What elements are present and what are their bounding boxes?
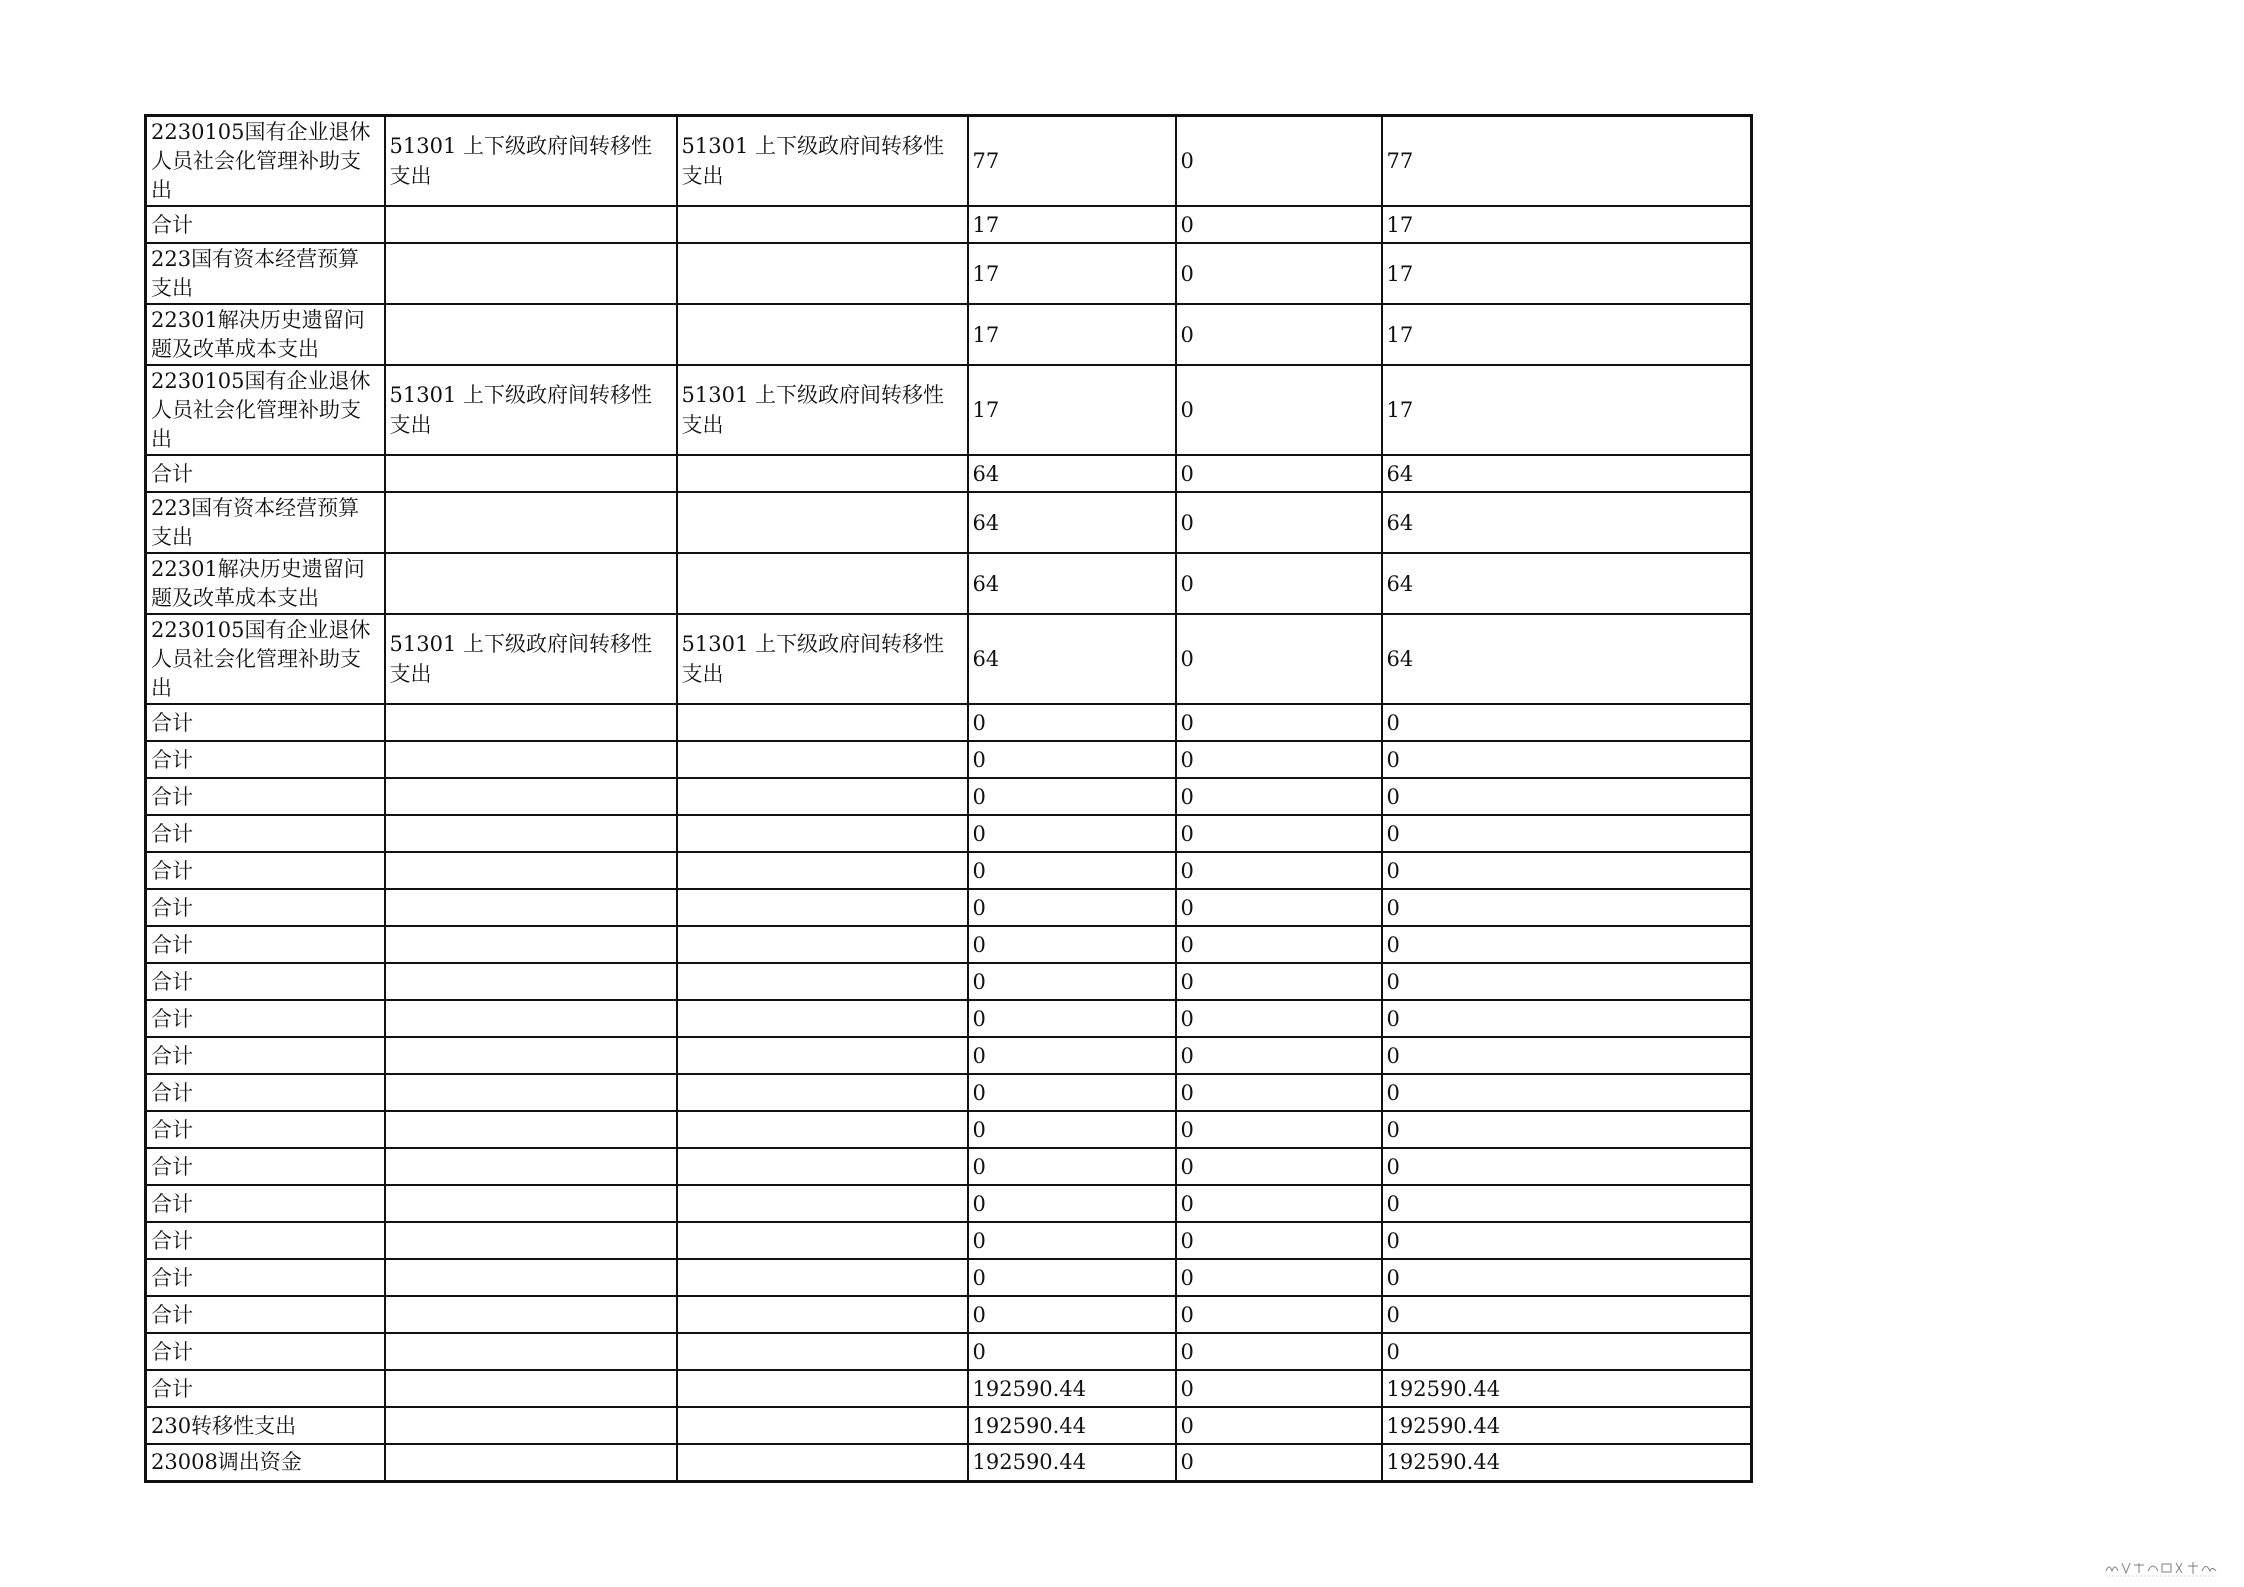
amount-cell: 0 [968, 815, 1176, 852]
table-row [146, 926, 1752, 963]
econ-class-cell [385, 492, 677, 553]
table-row [146, 704, 1752, 741]
total-cell: 17 [1382, 243, 1752, 304]
table-row [146, 455, 1752, 492]
table-row [146, 1407, 1752, 1444]
item-category-cell: 合计 [146, 1111, 385, 1148]
table-row [146, 815, 1752, 852]
table-row [146, 1370, 1752, 1407]
table-row [146, 206, 1752, 243]
watermark-logo [2102, 1557, 2222, 1579]
adjustment-cell: 0 [1176, 206, 1382, 243]
econ-class-cell [385, 1222, 677, 1259]
econ-class-cell [385, 1037, 677, 1074]
adjustment-cell: 0 [1176, 963, 1382, 1000]
item-category-cell: 合计 [146, 889, 385, 926]
adjustment-cell: 0 [1176, 1407, 1382, 1444]
econ-subclass-cell [677, 492, 968, 553]
item-category-cell: 合计 [146, 1000, 385, 1037]
econ-class-cell [385, 1370, 677, 1407]
total-cell: 0 [1382, 704, 1752, 741]
item-category-cell: 合计 [146, 1222, 385, 1259]
table-row [146, 1444, 1752, 1481]
total-cell: 64 [1382, 455, 1752, 492]
item-category-cell: 合计 [146, 1370, 385, 1407]
total-cell: 64 [1382, 492, 1752, 553]
econ-class-cell [385, 889, 677, 926]
econ-class-cell [385, 1074, 677, 1111]
econ-class-cell [385, 1296, 677, 1333]
amount-cell: 0 [968, 1296, 1176, 1333]
adjustment-cell: 0 [1176, 553, 1382, 614]
amount-cell: 0 [968, 1111, 1176, 1148]
econ-class-cell: 51301 上下级政府间转移性支出 [385, 116, 677, 207]
econ-subclass-cell [677, 1407, 968, 1444]
item-category-cell: 合计 [146, 741, 385, 778]
table-row [146, 963, 1752, 1000]
total-cell: 0 [1382, 1259, 1752, 1296]
econ-class-cell [385, 1333, 677, 1370]
amount-cell: 0 [968, 704, 1176, 741]
econ-subclass-cell [677, 1074, 968, 1111]
total-cell: 0 [1382, 741, 1752, 778]
item-category-cell: 2230105国有企业退休人员社会化管理补助支出 [146, 116, 385, 207]
amount-cell: 0 [968, 1259, 1176, 1296]
table-row [146, 741, 1752, 778]
table-row [146, 365, 1752, 455]
adjustment-cell: 0 [1176, 1111, 1382, 1148]
econ-class-cell [385, 455, 677, 492]
item-category-cell: 合计 [146, 1333, 385, 1370]
amount-cell: 0 [968, 778, 1176, 815]
adjustment-cell: 0 [1176, 889, 1382, 926]
adjustment-cell: 0 [1176, 1222, 1382, 1259]
total-cell: 0 [1382, 852, 1752, 889]
item-category-cell: 230转移性支出 [146, 1407, 385, 1444]
table-row [146, 614, 1752, 704]
amount-cell: 0 [968, 1222, 1176, 1259]
econ-subclass-cell [677, 704, 968, 741]
adjustment-cell: 0 [1176, 815, 1382, 852]
item-category-cell: 223国有资本经营预算支出 [146, 243, 385, 304]
total-cell: 0 [1382, 1185, 1752, 1222]
econ-subclass-cell [677, 1148, 968, 1185]
item-category-cell: 合计 [146, 815, 385, 852]
econ-class-cell [385, 1444, 677, 1481]
amount-cell: 64 [968, 455, 1176, 492]
item-category-cell: 合计 [146, 1296, 385, 1333]
item-category-cell: 合计 [146, 852, 385, 889]
table-row [146, 1148, 1752, 1185]
total-cell: 17 [1382, 365, 1752, 455]
table-row [146, 492, 1752, 553]
amount-cell: 77 [968, 116, 1176, 207]
item-category-cell: 合计 [146, 704, 385, 741]
table-row [146, 1037, 1752, 1074]
item-category-cell: 合计 [146, 778, 385, 815]
econ-class-cell: 51301 上下级政府间转移性支出 [385, 365, 677, 455]
item-category-cell: 2230105国有企业退休人员社会化管理补助支出 [146, 614, 385, 704]
amount-cell: 17 [968, 365, 1176, 455]
item-category-cell: 合计 [146, 963, 385, 1000]
econ-class-cell [385, 1407, 677, 1444]
adjustment-cell: 0 [1176, 1185, 1382, 1222]
adjustment-cell: 0 [1176, 1444, 1382, 1481]
total-cell: 77 [1382, 116, 1752, 207]
budget-table [144, 114, 1753, 1483]
item-category-cell: 22301解决历史遗留问题及改革成本支出 [146, 304, 385, 365]
total-cell: 0 [1382, 1222, 1752, 1259]
econ-class-cell [385, 741, 677, 778]
econ-subclass-cell: 51301 上下级政府间转移性支出 [677, 116, 968, 207]
total-cell: 64 [1382, 614, 1752, 704]
econ-class-cell [385, 243, 677, 304]
amount-cell: 0 [968, 1148, 1176, 1185]
amount-cell: 64 [968, 614, 1176, 704]
adjustment-cell: 0 [1176, 304, 1382, 365]
econ-subclass-cell [677, 1259, 968, 1296]
table-row [146, 1111, 1752, 1148]
item-category-cell: 合计 [146, 1148, 385, 1185]
adjustment-cell: 0 [1176, 778, 1382, 815]
adjustment-cell: 0 [1176, 243, 1382, 304]
total-cell: 0 [1382, 778, 1752, 815]
econ-class-cell [385, 304, 677, 365]
item-category-cell: 合计 [146, 206, 385, 243]
total-cell: 0 [1382, 815, 1752, 852]
amount-cell: 17 [968, 206, 1176, 243]
amount-cell: 0 [968, 1333, 1176, 1370]
table-row [146, 852, 1752, 889]
total-cell: 0 [1382, 1333, 1752, 1370]
table-row [146, 889, 1752, 926]
econ-subclass-cell [677, 778, 968, 815]
econ-subclass-cell [677, 1333, 968, 1370]
econ-subclass-cell [677, 1370, 968, 1407]
amount-cell: 0 [968, 852, 1176, 889]
total-cell: 0 [1382, 1296, 1752, 1333]
amount-cell: 0 [968, 889, 1176, 926]
econ-subclass-cell: 51301 上下级政府间转移性支出 [677, 614, 968, 704]
amount-cell: 17 [968, 243, 1176, 304]
adjustment-cell: 0 [1176, 1000, 1382, 1037]
table-row [146, 1000, 1752, 1037]
item-category-cell: 2230105国有企业退休人员社会化管理补助支出 [146, 365, 385, 455]
amount-cell: 192590.44 [968, 1370, 1176, 1407]
adjustment-cell: 0 [1176, 116, 1382, 207]
adjustment-cell: 0 [1176, 455, 1382, 492]
item-category-cell: 22301解决历史遗留问题及改革成本支出 [146, 553, 385, 614]
econ-class-cell [385, 553, 677, 614]
amount-cell: 0 [968, 741, 1176, 778]
amount-cell: 192590.44 [968, 1407, 1176, 1444]
econ-subclass-cell [677, 304, 968, 365]
econ-subclass-cell: 51301 上下级政府间转移性支出 [677, 365, 968, 455]
table-row [146, 1296, 1752, 1333]
econ-subclass-cell [677, 1037, 968, 1074]
item-category-cell: 23008调出资金 [146, 1444, 385, 1481]
total-cell: 0 [1382, 1148, 1752, 1185]
total-cell: 192590.44 [1382, 1407, 1752, 1444]
econ-subclass-cell [677, 206, 968, 243]
econ-class-cell [385, 815, 677, 852]
table-row [146, 243, 1752, 304]
total-cell: 0 [1382, 1111, 1752, 1148]
table-row [146, 1222, 1752, 1259]
adjustment-cell: 0 [1176, 365, 1382, 455]
amount-cell: 17 [968, 304, 1176, 365]
econ-class-cell [385, 704, 677, 741]
adjustment-cell: 0 [1176, 1333, 1382, 1370]
table-row [146, 1074, 1752, 1111]
econ-subclass-cell [677, 1000, 968, 1037]
total-cell: 0 [1382, 1074, 1752, 1111]
table-row [146, 1259, 1752, 1296]
total-cell: 0 [1382, 926, 1752, 963]
item-category-cell: 223国有资本经营预算支出 [146, 492, 385, 553]
econ-class-cell [385, 778, 677, 815]
total-cell: 192590.44 [1382, 1444, 1752, 1481]
adjustment-cell: 0 [1176, 1074, 1382, 1111]
amount-cell: 0 [968, 1185, 1176, 1222]
budget-table-body [146, 116, 1752, 1482]
econ-class-cell [385, 206, 677, 243]
amount-cell: 0 [968, 963, 1176, 1000]
total-cell: 0 [1382, 889, 1752, 926]
amount-cell: 192590.44 [968, 1444, 1176, 1481]
econ-subclass-cell [677, 741, 968, 778]
econ-class-cell [385, 1185, 677, 1222]
total-cell: 64 [1382, 553, 1752, 614]
econ-subclass-cell [677, 1444, 968, 1481]
econ-class-cell [385, 926, 677, 963]
item-category-cell: 合计 [146, 1074, 385, 1111]
total-cell: 0 [1382, 1037, 1752, 1074]
total-cell: 17 [1382, 304, 1752, 365]
econ-subclass-cell [677, 1296, 968, 1333]
adjustment-cell: 0 [1176, 492, 1382, 553]
adjustment-cell: 0 [1176, 704, 1382, 741]
econ-class-cell [385, 1111, 677, 1148]
adjustment-cell: 0 [1176, 926, 1382, 963]
item-category-cell: 合计 [146, 1259, 385, 1296]
table-row [146, 553, 1752, 614]
total-cell: 0 [1382, 963, 1752, 1000]
econ-subclass-cell [677, 243, 968, 304]
item-category-cell: 合计 [146, 926, 385, 963]
econ-class-cell: 51301 上下级政府间转移性支出 [385, 614, 677, 704]
adjustment-cell: 0 [1176, 1370, 1382, 1407]
item-category-cell: 合计 [146, 1037, 385, 1074]
amount-cell: 64 [968, 553, 1176, 614]
table-row [146, 778, 1752, 815]
econ-subclass-cell [677, 815, 968, 852]
econ-class-cell [385, 1148, 677, 1185]
adjustment-cell: 0 [1176, 1259, 1382, 1296]
econ-subclass-cell [677, 889, 968, 926]
econ-subclass-cell [677, 553, 968, 614]
econ-subclass-cell [677, 1185, 968, 1222]
econ-class-cell [385, 1259, 677, 1296]
total-cell: 0 [1382, 1000, 1752, 1037]
amount-cell: 0 [968, 1037, 1176, 1074]
item-category-cell: 合计 [146, 1185, 385, 1222]
amount-cell: 0 [968, 1000, 1176, 1037]
econ-class-cell [385, 852, 677, 889]
adjustment-cell: 0 [1176, 1296, 1382, 1333]
econ-subclass-cell [677, 926, 968, 963]
total-cell: 17 [1382, 206, 1752, 243]
adjustment-cell: 0 [1176, 614, 1382, 704]
adjustment-cell: 0 [1176, 1037, 1382, 1074]
amount-cell: 0 [968, 926, 1176, 963]
econ-subclass-cell [677, 455, 968, 492]
adjustment-cell: 0 [1176, 741, 1382, 778]
table-row [146, 304, 1752, 365]
econ-subclass-cell [677, 1111, 968, 1148]
econ-subclass-cell [677, 963, 968, 1000]
item-category-cell: 合计 [146, 455, 385, 492]
amount-cell: 64 [968, 492, 1176, 553]
amount-cell: 0 [968, 1074, 1176, 1111]
adjustment-cell: 0 [1176, 852, 1382, 889]
econ-class-cell [385, 963, 677, 1000]
econ-class-cell [385, 1000, 677, 1037]
table-row [146, 1185, 1752, 1222]
adjustment-cell: 0 [1176, 1148, 1382, 1185]
econ-subclass-cell [677, 1222, 968, 1259]
table-row [146, 1333, 1752, 1370]
econ-subclass-cell [677, 852, 968, 889]
table-row [146, 116, 1752, 207]
total-cell: 192590.44 [1382, 1370, 1752, 1407]
